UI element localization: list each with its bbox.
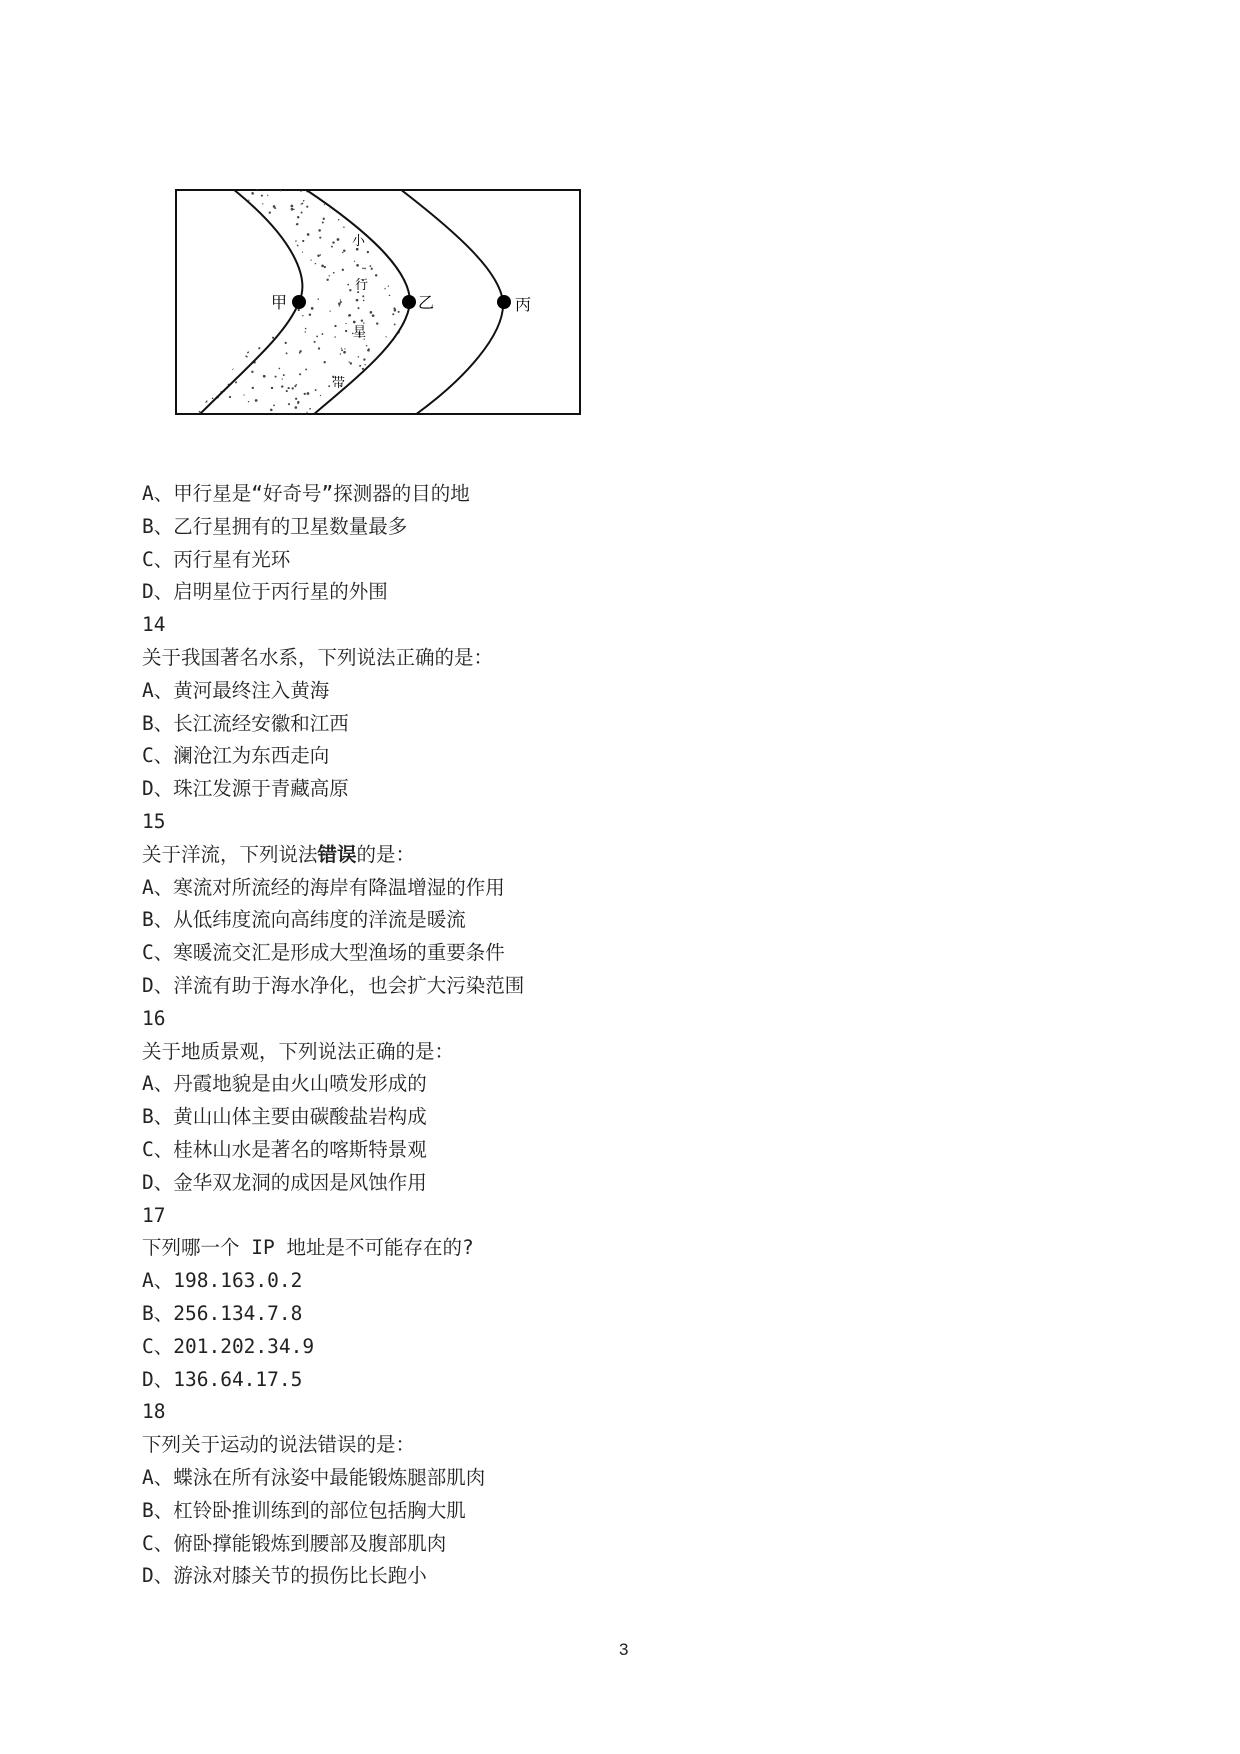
asteroid-dot [283, 374, 285, 376]
belt-label-3: 星 [353, 325, 367, 340]
asteroid-dot [322, 221, 324, 223]
asteroid-dot [363, 300, 365, 302]
asteroid-dot [303, 200, 305, 202]
q15-option-c: C、寒暖流交汇是形成大型渔场的重要条件 [142, 941, 505, 965]
asteroid-dot [299, 350, 301, 352]
asteroid-dot [286, 390, 288, 392]
asteroid-dot [286, 352, 288, 354]
asteroid-dot [290, 205, 293, 208]
asteroid-dot [394, 324, 396, 326]
q18-number: 18 [142, 1400, 166, 1424]
asteroid-dot [384, 288, 385, 289]
asteroid-dot [398, 311, 400, 313]
asteroid-dot [392, 313, 394, 315]
asteroid-dot [271, 387, 273, 389]
asteroid-dot [386, 336, 387, 337]
q18-option-a: A、蝶泳在所有泳姿中最能锻炼腿部肌肉 [142, 1465, 486, 1489]
asteroid-dot [305, 328, 307, 330]
asteroid-dot [338, 219, 340, 221]
q15-option-b: B、从低纬度流向高纬度的洋流是暖流 [142, 908, 466, 932]
asteroid-dot [341, 349, 343, 351]
asteroid-dot [315, 263, 316, 264]
asteroid-dot [316, 336, 318, 338]
q16-option-d: D、金华双龙洞的成因是风蚀作用 [142, 1170, 427, 1194]
asteroid-dot [314, 341, 316, 343]
asteroid-dot [369, 265, 371, 267]
asteroid-dot [274, 207, 276, 209]
asteroid-dot [309, 314, 311, 316]
asteroid-dot [364, 268, 366, 270]
asteroid-dot [295, 240, 297, 242]
belt-label-4: 带 [332, 376, 346, 391]
asteroid-dot [343, 351, 346, 354]
asteroid-dot [199, 411, 201, 413]
asteroid-dot [367, 251, 369, 253]
asteroid-dot [329, 310, 330, 311]
asteroid-dot [342, 269, 344, 271]
asteroid-dot [272, 337, 274, 339]
asteroid-dot [342, 252, 343, 253]
q16-option-c: C、桂林山水是著名的喀斯特景观 [142, 1137, 427, 1161]
asteroid-dot [285, 342, 287, 344]
q15-option-d: D、洋流有助于海水净化，也会扩大污染范围 [142, 973, 525, 997]
asteroid-dot [302, 315, 303, 316]
q14-option-d: D、珠江发源于青藏高原 [142, 777, 349, 801]
asteroid-dot [359, 365, 361, 367]
asteroid-dot [326, 279, 328, 281]
planet-jia [292, 295, 306, 309]
asteroid-dot [297, 216, 299, 218]
asteroid-dot [229, 396, 231, 398]
asteroid-dot [337, 238, 340, 241]
asteroid-dot [282, 378, 283, 379]
asteroid-dot [261, 195, 263, 197]
asteroid-dot [349, 289, 351, 291]
asteroid-dot [315, 389, 317, 391]
q14-option-a: A、黄河最终注入黄海 [142, 678, 330, 702]
asteroid-dot [376, 322, 378, 324]
asteroid-dot [356, 299, 359, 302]
asteroid-dot [353, 321, 356, 324]
asteroid-dot [364, 364, 365, 365]
asteroid-dot [389, 295, 391, 297]
asteroid-dot [295, 406, 298, 409]
q16-option-a: A、丹霞地貌是由火山喷发形成的 [142, 1072, 427, 1096]
asteroid-dot [270, 409, 273, 412]
q15-number: 15 [142, 809, 166, 833]
asteroid-dot [343, 226, 345, 228]
asteroid-dot [318, 347, 320, 349]
asteroid-dot [320, 395, 321, 396]
asteroid-dot [252, 387, 254, 389]
asteroid-dot [340, 301, 342, 303]
asteroid-dot [334, 336, 336, 338]
asteroid-dot [318, 298, 319, 299]
asteroid-dot [297, 402, 299, 404]
asteroid-dot [320, 254, 321, 255]
asteroid-dot [394, 309, 397, 312]
asteroid-dot [332, 241, 334, 243]
asteroid-dot [367, 349, 370, 352]
asteroid-dot [280, 190, 282, 192]
asteroid-dot [296, 384, 297, 385]
asteroid-dot [243, 394, 244, 395]
asteroid-dot [341, 348, 342, 349]
q14-question: 关于我国著名水系，下列说法正确的是： [142, 645, 494, 669]
asteroid-dot [319, 237, 321, 239]
q13-option-b: B、乙行星拥有的卫星数量最多 [142, 514, 408, 538]
asteroid-dot [362, 267, 364, 269]
asteroid-dot [305, 369, 307, 371]
asteroid-dot [258, 347, 260, 349]
q16-question: 关于地质景观，下列说法正确的是： [142, 1039, 455, 1063]
q17-number: 17 [142, 1203, 166, 1227]
planet-yi [402, 295, 416, 309]
q13-option-d: D、启明星位于丙行星的外围 [142, 580, 388, 604]
asteroid-dot [300, 190, 301, 191]
asteroid-dot [358, 356, 360, 358]
asteroid-dot [371, 268, 373, 270]
asteroid-dot [212, 398, 214, 400]
q13-option-a: A、甲行星是“好奇号”探测器的目的地 [142, 482, 470, 505]
q15-question-pre: 关于洋流，下列说法 [142, 842, 318, 866]
label-bing: 丙 [515, 295, 532, 314]
asteroid-dot [333, 272, 335, 274]
asteroid-dot [301, 203, 302, 204]
asteroid-dot [294, 385, 296, 387]
asteroid-dot [281, 385, 283, 387]
asteroid-dot [349, 361, 350, 362]
q13-option-c: C、丙行星有光环 [142, 547, 291, 571]
q15-option-a: A、寒流对所流经的海岸有降温增湿的作用 [142, 875, 505, 899]
asteroid-dot [350, 362, 352, 364]
asteroid-dot [317, 255, 319, 257]
asteroid-dot [324, 266, 326, 268]
asteroid-dot [363, 322, 364, 323]
asteroid-dot [263, 375, 266, 378]
label-jia: 甲 [271, 293, 288, 312]
asteroid-dot [292, 387, 294, 389]
asteroid-dot [306, 412, 307, 413]
question-text [142, 478, 524, 1593]
asteroid-dot [291, 208, 294, 211]
asteroid-dot [356, 264, 359, 267]
asteroid-dot [354, 261, 355, 262]
q18-option-b: B、杠铃卧推训练到的部位包括胸大肌 [142, 1498, 466, 1522]
asteroid-dot [370, 311, 373, 314]
asteroid-dot [306, 206, 308, 208]
asteroid-dot [361, 319, 363, 321]
asteroid-dot [340, 353, 341, 354]
asteroid-dot [248, 401, 249, 402]
q16-number: 16 [142, 1006, 166, 1030]
asteroid-dot [293, 209, 294, 210]
q16-option-b: B、黄山山体主要由碳酸盐岩构成 [142, 1105, 427, 1129]
asteroid-dot [343, 249, 345, 251]
asteroid-dot [307, 392, 310, 395]
asteroid-dot [338, 302, 341, 305]
label-yi: 乙 [418, 293, 435, 312]
asteroid-belt-diagram [175, 189, 581, 415]
asteroid-dot [321, 333, 323, 335]
q15-question [142, 839, 524, 872]
asteroid-dot [267, 195, 268, 196]
belt-label-1: 小 [352, 234, 366, 249]
asteroid-dot [255, 399, 258, 402]
q17-option-b: B、256.134.7.8 [142, 1301, 303, 1325]
asteroid-dot [296, 223, 298, 225]
asteroid-dot [288, 403, 290, 405]
asteroid-dot [334, 325, 336, 327]
asteroid-dot [331, 246, 333, 248]
q17-option-a: A、198.163.0.2 [142, 1269, 303, 1293]
asteroid-dot [269, 212, 271, 214]
asteroid-dot [347, 284, 349, 286]
asteroid-dot [362, 295, 364, 297]
asteroid-dot [363, 358, 365, 360]
asteroid-dot [340, 299, 341, 300]
asteroid-dot [288, 387, 290, 389]
asteroid-dot [273, 405, 275, 407]
asteroid-dot [388, 286, 389, 287]
asteroid-dot [301, 212, 303, 214]
asteroid-dot [345, 323, 346, 324]
q15-question-bold: 错误 [317, 842, 357, 866]
asteroid-dot [304, 393, 306, 395]
asteroid-dot [235, 381, 237, 383]
q17-option-c: C、201.202.34.9 [142, 1334, 315, 1358]
asteroid-dot [372, 314, 375, 317]
asteroid-dot [279, 368, 281, 370]
asteroid-dot [345, 330, 347, 332]
asteroid-dot [324, 361, 326, 363]
q18-option-d: D、游泳对膝关节的损伤比长跑小 [142, 1564, 427, 1588]
asteroid-dot [311, 307, 314, 310]
asteroid-dot [329, 275, 330, 276]
asteroid-dot [366, 345, 368, 347]
asteroid-dot [339, 305, 340, 306]
q15-question-post: 的是： [356, 842, 416, 866]
asteroid-dot [245, 355, 247, 357]
q17-question: 下列哪一个 IP 地址是不可能存在的? [142, 1236, 474, 1260]
q14-number: 14 [142, 613, 166, 637]
asteroid-dot [310, 260, 311, 261]
asteroid-dot [302, 240, 304, 242]
asteroid-dot [375, 274, 377, 276]
asteroid-dot [251, 192, 254, 195]
asteroid-dot [321, 265, 324, 268]
asteroid-dot [307, 233, 310, 236]
asteroid-dot [328, 385, 330, 387]
q18-question: 下列关于运动的说法错误的是： [142, 1433, 416, 1457]
asteroid-dot [295, 398, 297, 400]
asteroid-dot [344, 348, 345, 349]
asteroid-dot [323, 218, 325, 220]
q14-option-b: B、长江流经安徽和江西 [142, 711, 349, 735]
planet-bing [497, 295, 511, 309]
page-number: 3 [619, 1640, 629, 1659]
asteroid-dot [318, 229, 321, 232]
asteroid-dot [305, 331, 306, 332]
q18-option-c: C、俯卧撑能锻炼到腰部及腹部肌肉 [142, 1531, 447, 1555]
asteroid-dot [298, 309, 300, 311]
belt-label-2: 行 [355, 278, 369, 293]
q17-option-d: D、136.64.17.5 [142, 1367, 303, 1391]
asteroid-dot [251, 371, 253, 373]
q14-option-c: C、澜沧江为东西走向 [142, 744, 330, 768]
asteroid-dot [357, 307, 359, 309]
asteroid-dot [299, 373, 301, 375]
asteroid-dot [275, 376, 277, 378]
asteroid-dot [348, 314, 350, 316]
asteroid-dot [262, 203, 263, 204]
asteroid-dot [309, 408, 311, 410]
